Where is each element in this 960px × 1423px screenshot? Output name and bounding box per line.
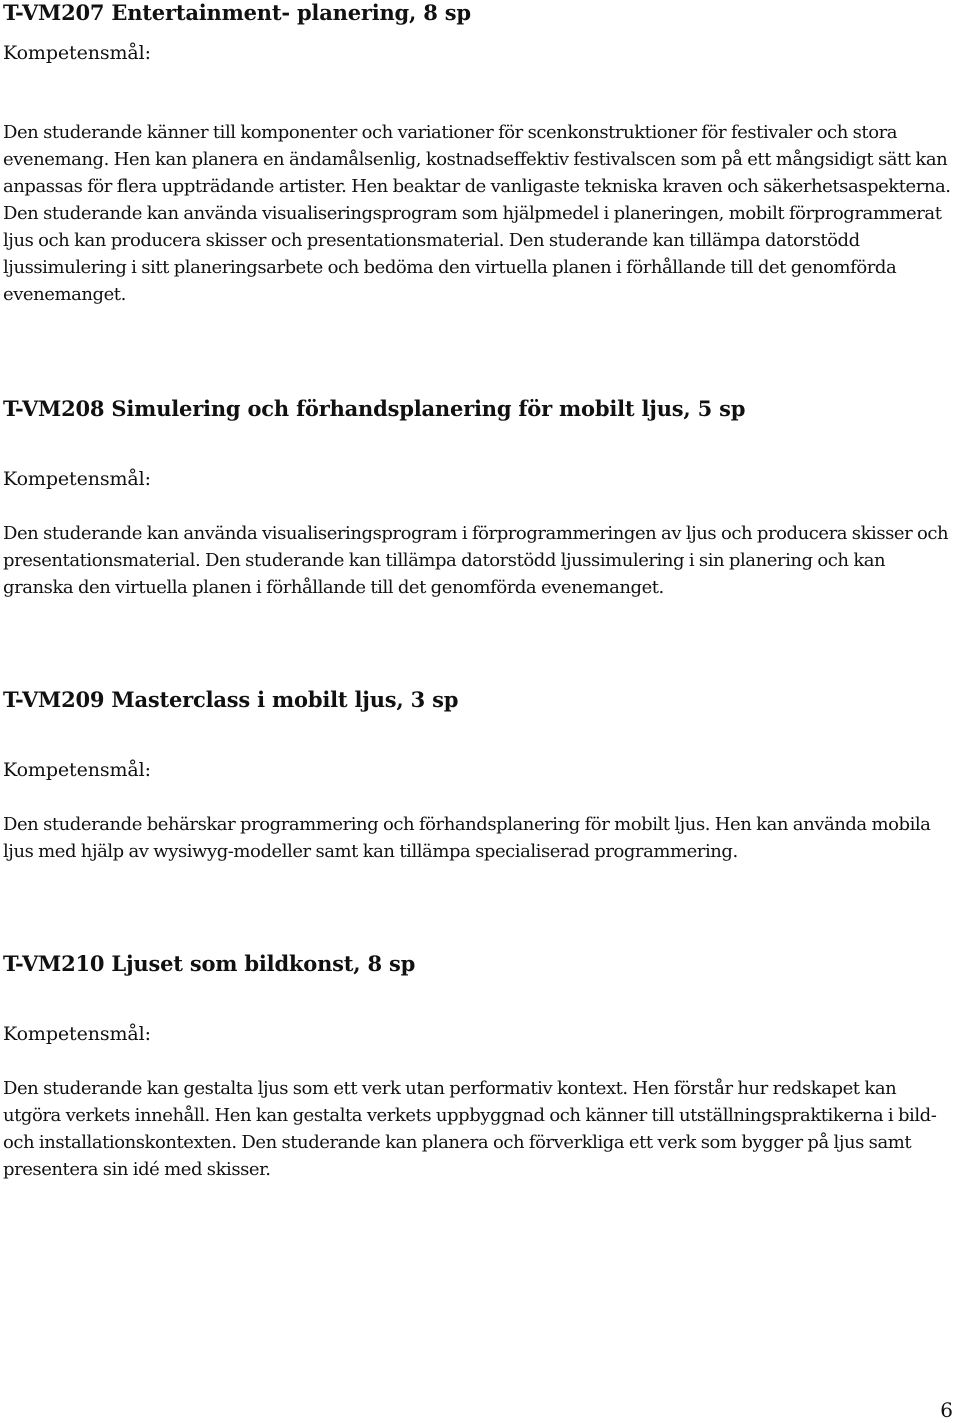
course-title: T-VM208 Simulering och förhandsplanering för mobilt ljus, 5 sp: [3, 396, 746, 421]
competence-label: Kompetensmål:: [3, 759, 151, 781]
course-title: T-VM207 Entertainment- planering, 8 sp: [3, 0, 471, 25]
course-description: Den studerande kan gestalta ljus som ett verk utan performativ kontext. Hen förstår hur redskapet kan utgöra verkets innehåll. Hen kan gestalta verkets uppbyggnad och känner till utställningspraktikerna i bild- och installationskontexten. Den studerande kan planera och förverkliga ett verk som bygger på ljus samt presentera sin idé med skisser.: [3, 1078, 937, 1180]
course-description: Den studerande känner till komponenter och variationer för scenkonstruktioner för festivaler och stora evenemang. Hen kan planera en ändamålsenlig, kostnadseffektiv festivalscen som på ett mångsidigt sätt kan anpassas för flera uppträdande artister. Hen beaktar de vanligaste tekniska kraven och säkerhetsaspekterna. Den studerande kan använda visualiseringsprogram som hjälpmedel i planeringen, mobilt förprogrammerat ljus och kan producera skisser och presentationsmaterial. Den studerande kan tillämpa datorstödd ljussimulering i sitt planeringsarbete och bedöma den virtuella planen i förhållande till det genomförda evenemanget.: [3, 122, 951, 305]
course-title: T-VM209 Masterclass i mobilt ljus, 3 sp: [3, 687, 459, 712]
course-description: Den studerande behärskar programmering och förhandsplanering för mobilt ljus. Hen kan använda mobila ljus med hjälp av wysiwyg-modeller samt kan tillämpa specialiserad programmering.: [3, 814, 931, 862]
competence-label: Kompetensmål:: [3, 468, 151, 490]
document-page: [3, 0, 958, 1423]
competence-label: Kompetensmål:: [3, 42, 151, 64]
page-number: 6: [940, 1398, 953, 1422]
competence-label: Kompetensmål:: [3, 1023, 151, 1045]
course-title: T-VM210 Ljuset som bildkonst, 8 sp: [3, 951, 416, 976]
course-description: Den studerande kan använda visualiseringsprogram i förprogrammeringen av ljus och producera skisser och presentationsmaterial. Den studerande kan tillämpa datorstödd ljussimulering i sin planering och kan granska den virtuella planen i förhållande till det genomförda evenemanget.: [3, 523, 949, 598]
